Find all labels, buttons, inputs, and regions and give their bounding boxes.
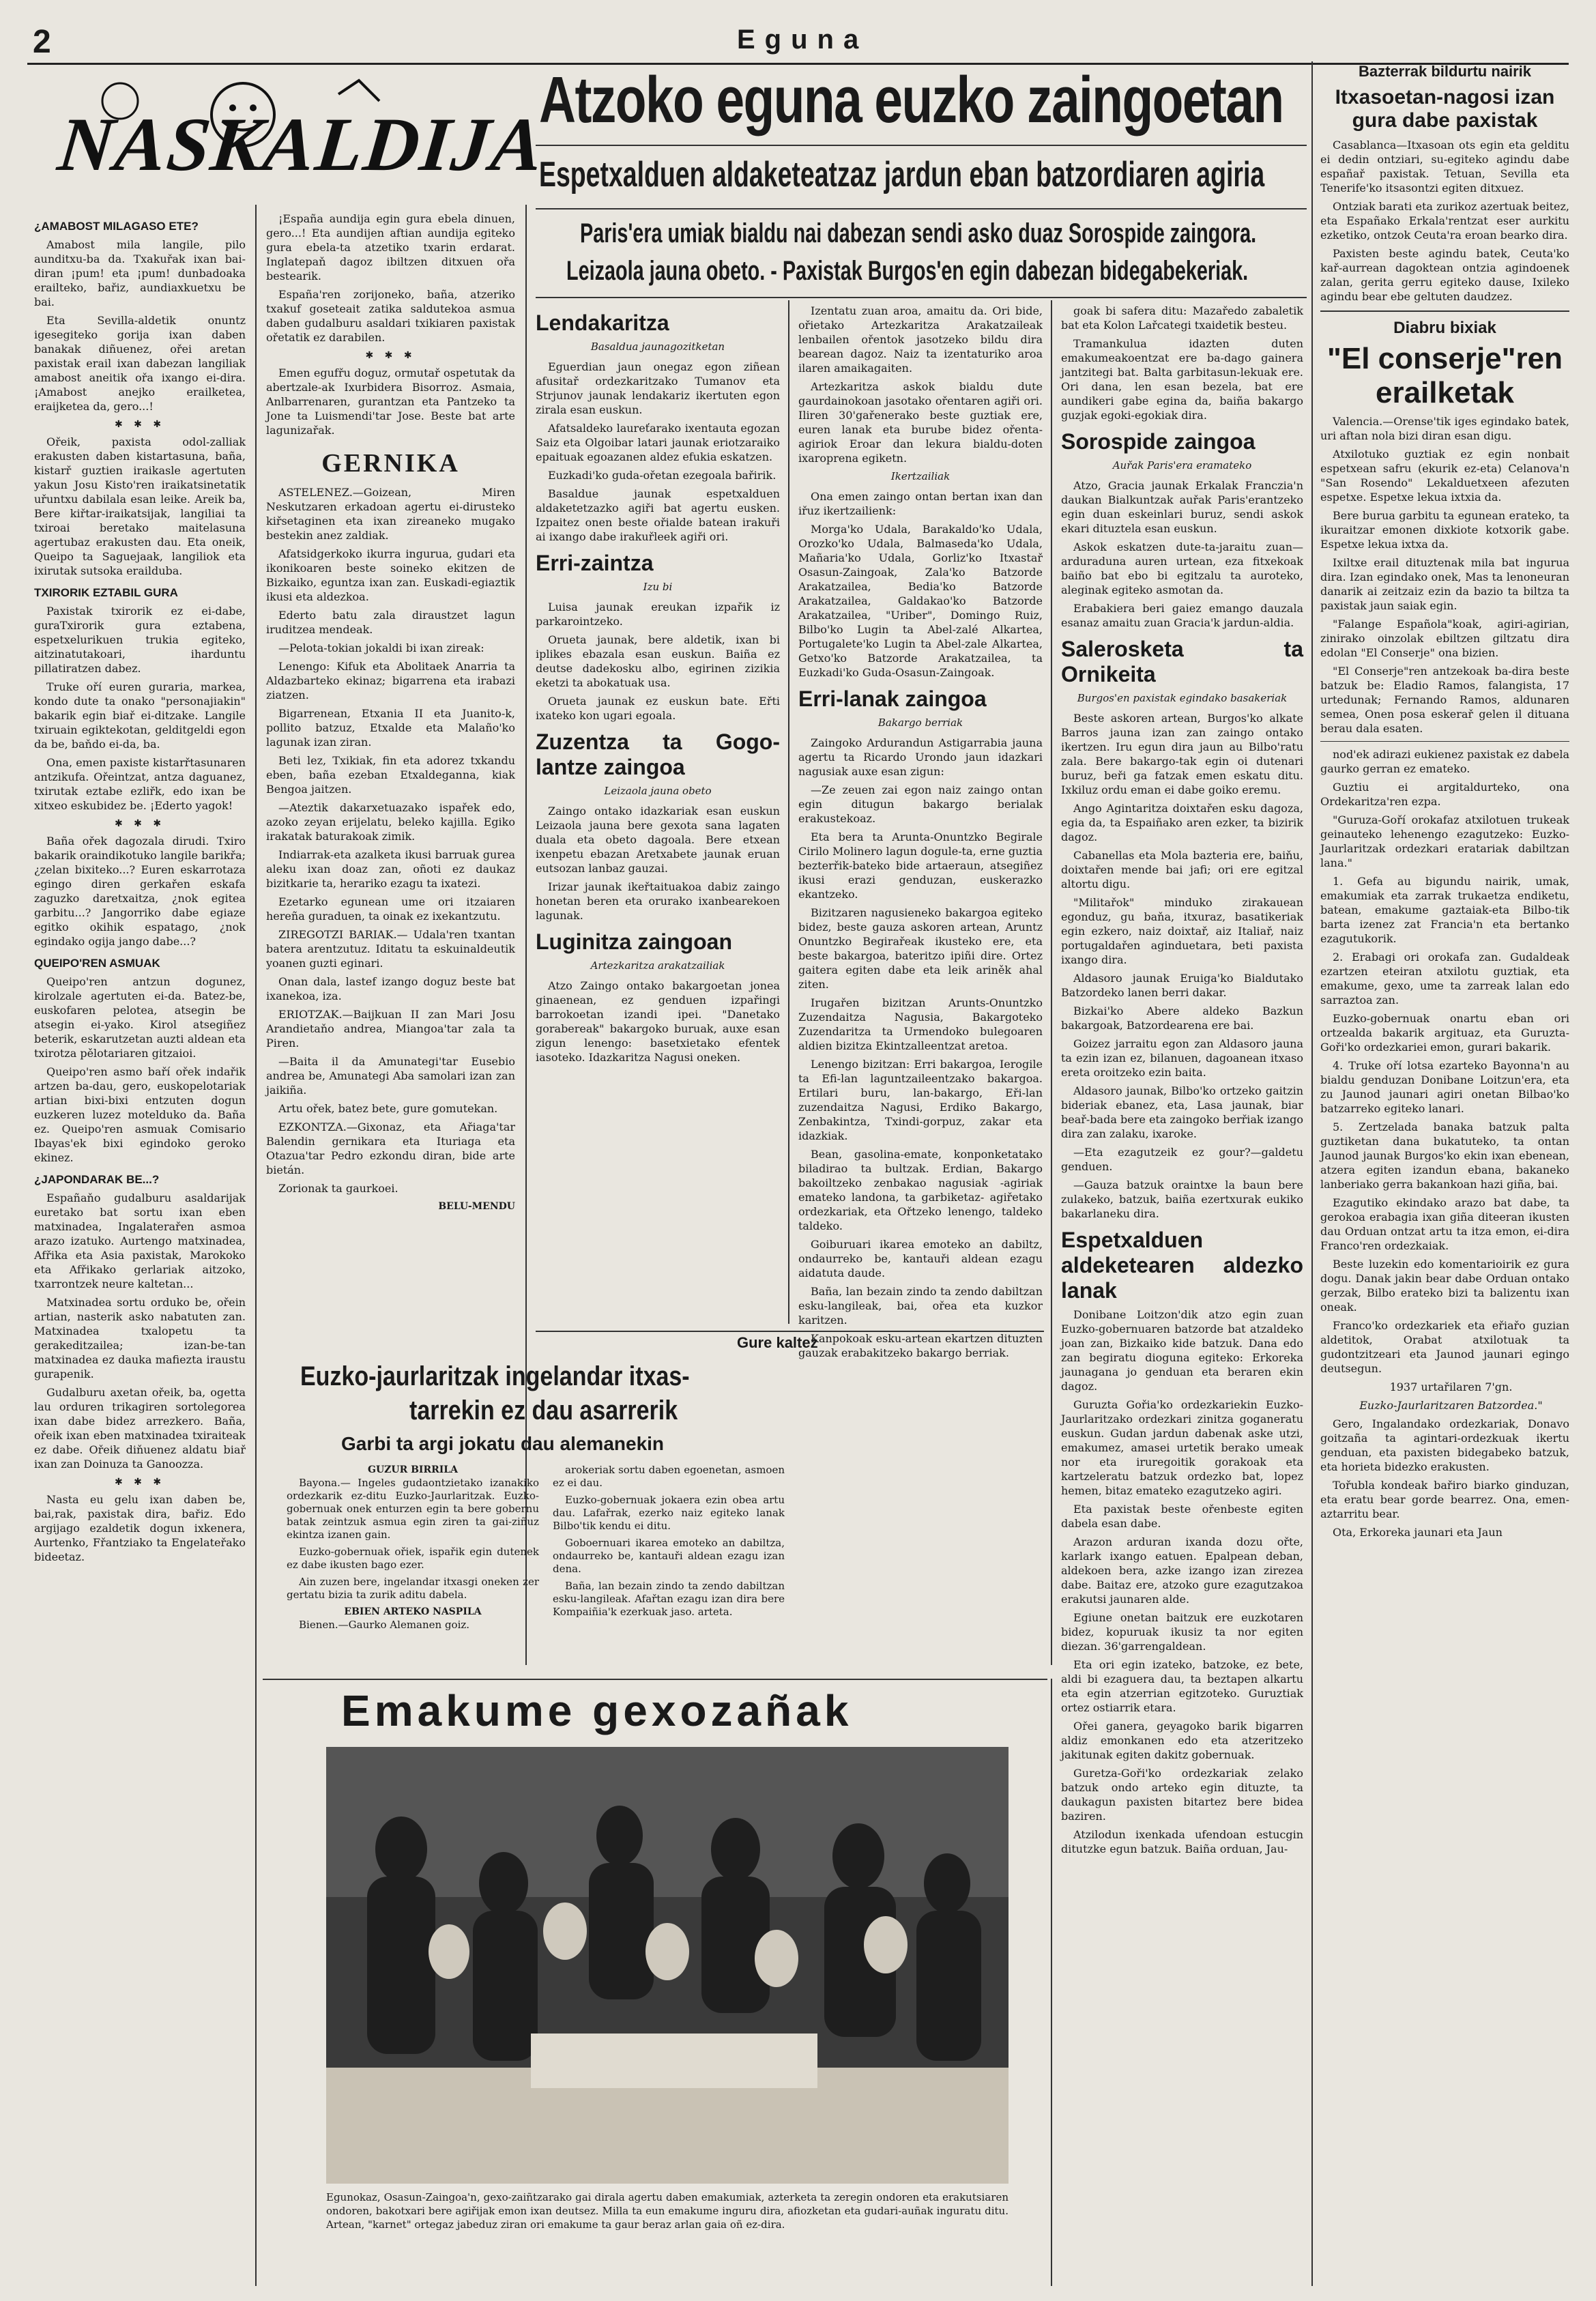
paragraph: Eta paxistak beste ořenbeste egiten dabela esan dabe. — [1061, 1503, 1303, 1530]
paragraph: Afatsidgerkoko ikurra ingurua, gudari eta ikonikoaren beste soineko ekitzen de Bizkaiko, eguntza ixan zan. Euskadi-egiaztik ikusi eta aldezkoa. — [266, 547, 515, 603]
column-3 — [536, 304, 780, 1069]
paragraph: —Gauza batzuk oraintxe la baun bere zulakeko, batzuk, baiña ezertxurak eukiko bakarlaneku dira. — [1061, 1178, 1303, 1220]
lead-deck-2: Leizaola jauna obeto. - Paxistak Burgos'en egin dabezan bidegabekeriak. — [566, 256, 1249, 286]
photo-caption: Egunokaz, Osasun-Zaingoa'n, gexo-zaiñtzarako gai dirala agertu daben emakumiak, azterketa ta zeregin ondoren eta erakutsiaren ondoren, bakotxari bere agiřijak emon ixan deutsez. Milla ta eun emakume inguru dira, afiozketan eta gudari-auñak inguratu ditu. Artean, "karnet" ortegaz jabeduz ziran ori emakume ta gaur beraz arlan gaia oñ ez-dira. — [326, 2191, 1009, 2231]
paragraph: Gudalburu axetan ořeik, ba, ogetta lau orduren trikagiren sortolegorea ixan dabe bidez arrezkero. Baña, ořeik ixan eben matxinadea txiraiteak ez dabe. Ořeik diňuenez aldatu biař ixan zan Doinuza ta Ganoozza. — [34, 1386, 246, 1471]
paragraph: Aldasoro jaunak Eruiga'ko Bialdutako Batzordeko lanen berri dakar. — [1061, 972, 1303, 999]
paragraph: Ain zuzen bere, ingelandar itxasgi oneken zer gertatu bizia ta zurik aditu dabela. — [287, 1576, 539, 1601]
paragraph: Ango Agintaritza doixtařen esku dagoza, egia da, ta Espaiñako aren ezker, ta bizirik dagoz. — [1061, 802, 1303, 843]
paragraph: Donibane Loitzon'dik atzo egin zuan Euzko-gobernuaren batzorde bat atzaldeko joan zan, Bizkaiko kide batzuk. Dana edo zan begiratu dioguna egiteko: Erkoreka jaunagana jo genduan eta beraren ekin dagoz. — [1061, 1308, 1303, 1393]
group-photo — [326, 1747, 1009, 2184]
photo-section-title: Emakume gexozañak — [341, 1686, 853, 1735]
paragraph: Truke oří euren guraria, markea, kondo dute ta onako "personajiakin" bakarik egin biař ei-ditzake. Langile txiruain egiktekotan, gelditgeldi egon da be, baňdo ei-da, ba. — [34, 680, 246, 751]
paragraph: Beti lez, Txikiak, fin eta adorez txkandu eben, baña ezeban Etxaldeganna, kiak Bengoa jaitzen. — [266, 754, 515, 796]
paragraph: Españaňo gudalburu asaldarijak euretako bat sortu ixan eben matxinadea, Ingalaterařen asmoa arazo izatuko. Aurtengo matxinadea, Afřika eta Asia paxistak, Marokoko eta Afřikako gerlariak aitzoko, txarrontzek neure kaltetan... — [34, 1191, 246, 1290]
paragraph: Queipo'ren antzun dogunez, kirolzale agertuten ei-da. Batez-be, euskofaren pelotea, atsegin be atsegin ei-yako. Kirol atsegiñez beterik, eskarutzetan auzti aldean eta txirotza pělotariaren gitzaioi. — [34, 975, 246, 1060]
paragraph: Bigarrenean, Etxania II eta Juanito-k, pollito batzuz, Etxalde eta Malaño'ko lagunak izan ziran. — [266, 707, 515, 749]
paragraph: Guretza-Goři'ko ordezkariak zelako batzuk ondo arteko egin dituzte, ta daukagun paxisten bitartez bere bidea baziren. — [1061, 1767, 1303, 1823]
paragraph: Irugařen bizitzan Arunts-Onuntzko Zuzendaitza Nagusia, Bakargoteko Zuzendaritza ta Urmendoko bulegoaren aldien bizitza Ekintzalleentzat aretoa. — [798, 996, 1043, 1052]
paragraph: Atzilodun ixenkada ufendoan estucgin ditutzke egun batzuk. Baiña orduan, Jau- — [1061, 1828, 1303, 1855]
paragraph: Gero, Ingalandako ordezkariak, Donavo goitzaña ta agintari-ordezkuak ikertu genduan, eta paxisten bidegabeko batzuk, eta horieta bidezko erakusten. — [1320, 1417, 1569, 1473]
page-number: 2 — [33, 24, 51, 60]
paragraph: Zorionak ta gaurkoei. — [278, 1182, 398, 1195]
section-subtitle: Burgos'en paxistak egindako basakeriak — [1077, 692, 1288, 704]
paragraph: ZIREGOTZI BARIAK.— Udala'ren txantan batera arentzutuz. Iditatu ta eskuinaldeutik yoanen guzti eginari. — [266, 928, 515, 970]
paragraph: Ederto batu zala diraustzet lagun iruditzea mendeak. — [266, 609, 515, 636]
paragraph: Orueta jaunak, bere aldetik, ixan bi iplikes ebazala esan euskun. Baiña ez deutse dadekosku albo, egirinen zizikia eketzi ta abokatuak usa. — [536, 633, 780, 689]
column-rule — [255, 205, 257, 2286]
paragraph: Emen egufřu doguz, ormutař ospetutak da abertzale-ak Ixurbidera Bisorroz. Asmaia, Anlbarrenaren, gurantzan eta Pantzeko ta Jone ta Luismendi'tar Jose. Beste bat arte lagunizařak. — [266, 366, 515, 437]
paragraph: Askok eskatzen dute-ta-jaraitu zuan—arduraduna auren urtean, eza fitxekoak baiño bat ebo bi egitzalu ta auroteko, aleginak egiteko asmotan da. — [1061, 540, 1303, 596]
paragraph: nod'ek adirazi eukienez paxistak ez dabela gaurko gerran ez emateko. — [1320, 748, 1569, 775]
paragraph: Bizitzaren nagusieneko bakargoa egiteko bidez, beste gauza askoren artean, Aruntz Onuntzko Begirařeak ikusteko ere, eta beste bakargoa, bateritzo ipiñi dire. Ortez gaitera egiten dabe eta leik ariněk ahal ziten. — [798, 906, 1043, 991]
box-title: "El conserje"ren erailketak — [1327, 342, 1563, 409]
paragraph: Bizkai'ko Abere aldeko Bazkun bakargoak, Batzordearena ere bai. — [1061, 1004, 1303, 1032]
paragraph: Morga'ko Udala, Barakaldo'ko Udala, Orozko'ko Udala, Balmaseda'ko Udala, Mañaria'ko Udala, Gorliz'ko Itxastař Osasun-Zaingoak, Zala'ko Batzorde Arakatzailea, Bedia'ko Batzorde Arakatzailea, Galdakao'ko Batzorde Arakatzailea, "Uriber", Domingo Ruiz, Bilbo'ko Lugin ta Abel-zalé Alkartea, Portugalete'ko Lugin ta Abel-zale Alkartea, Getxo'ko Batzorde Arakatzailea, ta Euzkadi'ko Guda-Osasun-Zaingoak. — [798, 523, 1043, 679]
left-column — [34, 212, 246, 1568]
right-top-head: Bazterrak bildurtu nairik — [1358, 63, 1532, 80]
lower-story-right — [553, 1464, 785, 1623]
paragraph: Bienen.—Gaurko Alemanen goiz. — [299, 1619, 470, 1631]
paragraph: Eguerdian jaun onegaz egon ziñean afusitař ordezkaritzako Tumanov eta Strjunov jaunak lendakariz ikertuten egon zirala esan euskun. — [536, 360, 780, 416]
paragraph: Ona emen zaingo ontan bertan ixan dan iřuz ikertzailienk: — [798, 490, 1043, 517]
paragraph: España'ren zorijoneko, baña, atzeriko txakuf goseteait zatika saldutekoa asmua daben gudalburu asaldari txikiaren paxistak ořetatik ez darabilen. — [266, 288, 515, 344]
photo-section-rule — [263, 1679, 1047, 1680]
ornament: ✱ ✱ ✱ — [365, 350, 416, 361]
paragraph: 5. Zertzelada banaka batzuk palta guztiketan dana bukatuteko, ta ontan Jaunod jaunak Burgos'ko ekin ixan ebenean, atzera egiten izandun ebana, bakaneko lanberiako gerra bakankoan hazi giña, bai. — [1320, 1120, 1569, 1191]
section-heading: ¿AMABOST MILAGASO ETE? — [34, 220, 199, 233]
headline-rule — [536, 297, 1307, 298]
paragraph: Franco'ko ordezkariek eta eřiařo guzian aldetitok, Orabat atxilotuak ta gudontzitzeari eta Jaunod jaunari egingo deutsegun. — [1320, 1319, 1569, 1375]
section-title: Lendakaritza — [536, 310, 669, 335]
paragraph: —Pelota-tokian jokaldi bi ixan zireak: — [278, 641, 484, 654]
paragraph: Ontziak barati eta zurikoz azertuak beitez, eta Españako Erkala'rentzat eser aurkitu ezketiko, ontzok Ceuta'ra eroan bearko dira. — [1320, 200, 1569, 242]
paragraph: —Eta ezagutzeik ez gour?—galdetu genduen. — [1061, 1146, 1303, 1173]
lead-deck-1: Paris'era umiak bialdu nai dabezan sendi asko duaz Sorospide zaingora. — [580, 218, 1257, 248]
paragraph: Zaingoko Ardurandun Astigarrabia jauna agertu ta Ricardo Urondo jaun idazkari nagusiak auxe esan zigun: — [798, 736, 1043, 778]
naskaldija-logo — [38, 74, 549, 197]
section-title: Erri-lanak zaingoa — [798, 686, 987, 711]
paragraph: Basaldue jaunak espetxalduen aldaketetzazko agiři bat agertu eusken. Izpaitez onen beste ořialde batean irakuři ai ixango dabe irakuřleek agiři ori. — [536, 487, 780, 543]
paragraph: 1937 urtařilaren 7'gn. — [1389, 1380, 1513, 1393]
ornament: ✱ ✱ ✱ — [114, 419, 166, 430]
paragraph: Orueta jaunak ez euskun bate. Eřti ixateko kon ugari egoala. — [536, 695, 780, 722]
headline-rule — [536, 145, 1307, 146]
paragraph: ¡España aundija egin gura ebela dinuen, gero...! Eta aundijen aftian aundija egiteko gura ebela-ta atzetiko txarin erdarat. Inglatepaň dagoz ibiltzen ditxuen ořa bestearik. — [266, 212, 515, 283]
paragraph: "Falange Española"koak, agiri-agirian, zinirako oinzolak ebiltzen giltzatu dira edolan "El Conserje" ona bizien. — [1320, 618, 1569, 659]
section-subtitle: Leizaola jauna obeto — [604, 785, 712, 797]
box-head: Diabru bixiak — [1393, 319, 1496, 337]
gernika-heading: GERNIKA — [321, 449, 460, 478]
lower-story-left — [287, 1464, 539, 1636]
paragraph: Indiarrak-eta azalketa ikusi barruak gurea aleku ixan doaz zan, oñoti ez daukaz bizitkarie ta, herariko ezagu ta ixatezi. — [266, 848, 515, 890]
paragraph: Baña ořek dagozala dirudi. Txiro bakarik oraindikotuko langile barikřa; ¿zelan bixiteko...? Euren eskarrotaza egingo diren gerkařen eskafa zaguzko daretxaitza, ¿nok egitea garbitu...? Jangorriko dabe egiaze egitko okihik espatago, ¿nok egindako ogija jango dabe...? — [34, 835, 246, 948]
paragraph: Goboernuari ikarea emoteko an dabiltza, ondaurreko be, kantauři aldean ezagu izan dena. — [553, 1537, 785, 1575]
paragraph: —Baita il da Amunategi'tar Eusebio andrea be, Amunategi Aba samolari izan zan jaikiña. — [266, 1055, 515, 1097]
paragraph: Egiune onetan baitzuk ere euzkotaren bidez, kopuruak ikusiz ta nor egiten diezan. 36'garrengaldean. — [1061, 1611, 1303, 1653]
column-rule — [1051, 300, 1052, 1665]
paragraph: Tořubla kondeak bařiro biarko ginduzan, eta eratu bear gorde bearrez. Ona, emen-aztarritu bear. — [1320, 1479, 1569, 1520]
paragraph: ASTELENEZ.—Goizean, Miren Neskutzaren erkadoan agertu ei-dirusteko kiřsetaginen eta ixan zireaneko mugako bestekin anez zaldiak. — [266, 486, 515, 542]
banner-label: Gure kaltez — [737, 1334, 818, 1351]
paragraph: Ona, emen paxiste kistarřtasunaren antzikufa. Ořeintzat, antza daguanez, txirutak eztabe ezliřk, edo ixan be xitxeo eskubidez be. ¡Ederto yagok! — [34, 756, 246, 812]
ornament: ✱ ✱ ✱ — [114, 1477, 166, 1488]
section-subtitle: Bakargo berriak — [877, 717, 963, 729]
paragraph: "Guruza-Goří orokafaz atxilotuen trukeak geinauteko lehenengo ezagutzeko: Euzko-Jaurlaritzak ordezkari eratariak dabiltzan lana." — [1320, 813, 1569, 869]
paragraph: Luisa jaunak ereukan izpařik iz parkarointzeko. — [536, 600, 780, 628]
paragraph: Euzko-gobernuak ořiek, ispařik egin dutenek ez dabe ikusten bago ezer. — [287, 1546, 539, 1571]
paragraph: Valencia.—Orense'tik iges egindako batek, uri aftan nola bizi diran esan digu. — [1320, 415, 1569, 442]
paragraph: Atxilotuko guztiak ez egin nonbait espetxean safru (ekurik ez-eta) Celanova'n "San Rosendo" Lekalduetxeen afezuten espetxe. Espetxe lekua ixtxia da. — [1320, 448, 1569, 504]
section-title: Luginitza zaingoan — [536, 929, 732, 954]
section-subtitle: Auřak Paris'era eramateko — [1112, 459, 1252, 472]
paragraph: "El Conserje"ren antzekoak ba-dira beste batzuk be: Eladio Ramos, falangista, 17 urtedunak; Fernando Ramos, aldunaren semea, Onen posa eskerař gelen il dituana berau dala esaten. — [1320, 665, 1569, 735]
headline-rule — [536, 208, 1307, 209]
paragraph: EZKONTZA.—Gixonaz, eta Ařiaga'tar Balendin gernikara eta Ituriaga eta Otazua'tar Pedro ezkondu diran, bide arte bietán. — [266, 1120, 515, 1176]
logo-text: NASKALDIJA — [54, 102, 549, 187]
column-5 — [1061, 304, 1303, 1860]
section-subtitle: Basaldua jaunagozitketan — [590, 341, 725, 353]
paragraph: 1. Gefa au bigundu nairik, umak, emakumiak eta zarrak trukaetza endiketu, batean, emakume gaztaiak-eta Bilbo-tik barta izenez zat Francia'n eta bertanko ezagutukorik. — [1320, 875, 1569, 945]
paragraph: Zaingo ontako idazkariak esan euskun Leizaola jauna bere gexota sana lagaten duala eta obeto dagoala. Bere etxean ixenpetu ebazan Aretxabete jaunak eruan eutsozan lanbaz gauzai. — [536, 805, 780, 875]
paragraph: Irizar jaunak ikeřtaituakoa dabiz zaingo honetan beren eta orurako ixanbearekoen lagunak. — [536, 880, 780, 922]
lower-headline-1: Euzko-jaurlaritzak ingelandar itxas- — [300, 1361, 690, 1391]
section-rule — [536, 1331, 1044, 1332]
paragraph: Ezagutiko ekindako arazo bat dabe, ta gerokoa erabagia ixan giña diteeran ikusten dau Orduan ontzat artu ta itza emon, ei-dira Franco'ren ordezkaiak. — [1320, 1196, 1569, 1252]
paragraph: 4. Truke oří lotsa ezarteko Bayonna'n au bialdu genduzan Donibane Loitzun'era, eta zu Jaunod jaunari agiri onetan Bilbao'ko batzarreko egiteko lanari. — [1320, 1059, 1569, 1115]
paragraph: Cabanellas eta Mola bazteria ere, baiňu, doixtařen mende bai jafi; ori ere egitzal altortu digu. — [1061, 849, 1303, 891]
newspaper-name: Eguna — [737, 25, 869, 55]
paragraph: Paxistak txirorik ez ei-dabe, guraTxirorik gura eztabena, espetxelurikuen trukia egiteko, aitzinatutakoari, iharduntu pillatiratzen dabez. — [34, 605, 246, 675]
paragraph: Bean, gasolina-emate, konponketatako biladirao ta bultzak. Erdian, Bakargo bakoiltzeko zenbakao nagusiak -agiriak emateko landona, ta garbiketaz- agiřetako ordezkariak, eta Ořtzeko lenengo, taldeko taldeko. — [798, 1148, 1043, 1232]
section-title: Erri-zaintza — [536, 551, 654, 575]
paragraph: Eta ori egin izateko, batzoke, ez bete, aldi bi ezaguera dau, ta beztapen alkartu eta egin atzerrian egitzoteko. Guruztiak ortez ostiarrik etara. — [1061, 1658, 1303, 1714]
column-rule — [788, 300, 789, 1324]
paragraph: Amabost mila langile, pilo aunditxu-ba da. Txakuřak ixan bai-diran ¡pum! eta ¡pum! dunbadoaka erailteko, bařiz, aundiaxkuetxu be bai. — [34, 238, 246, 308]
paragraph: Atzo, Gracia jaunak Erkalak Franczia'n daukan Bialkuntzak auřak Paris'erantzeko egin duan eskeinlari buruz, sendi askok ekari dituztela esan euskun. — [1061, 479, 1303, 535]
paragraph: Tramankulua idazten duten emakumeakoentzat ere ba-dago gainera jantzitegi bat. Balta garbitasun-lekuak ere. Ori dana, len esan bezela, bat ere aundikeri gabe egina da, baiña bakargo guzjak egoki-egokiak dira. — [1061, 337, 1303, 422]
paragraph: Eta Sevilla-aldetik onuntz igesegiteko gorija ixan daben banakak diñuenez, ořei aretan paxistak erail ixan dabezan langiliak amabost aneitik ořa ixango ei-dira. ¡Amabost anejko erailketea, eraijketea da, gero...! — [34, 314, 246, 413]
paragraph: —Ateztik dakarxetuazako ispařek edo, azoko zeyan erijelatu, beleko kajilla. Egiko irakatak baturakoak zimik. — [266, 801, 515, 843]
paragraph: Izentatu zuan aroa, amaitu da. Ori bide, ořietako Artezkaritza Arakatzaileak lenbailen ořentok jasotzeko bildu dira bearean dagoz. Naiz ta izentaturiko aroa ilaren amaikagaiten. — [798, 304, 1043, 375]
paragraph: Bere burua garbitu ta egunean erateko, ta ikuraitzar emonen dixkiote kotxorik gabe. Espetxe lekua ixtxa da. — [1320, 509, 1569, 551]
paragraph: Nasta eu gelu ixan daben be, bai,rak, paxistak dira, bařiz. Edo argijago ezaldetik dogun ixkenera, Aurtenko, Fřantziako ta Engelateřako bideetaz. — [34, 1493, 246, 1563]
paragraph: Afatsaldeko laureťarako ixentauta egozan Saiz eta Olgoibar latari jaunak eriotzaraiko epaituak egoazanen aldez efukia eskatzen. — [536, 422, 780, 463]
section-heading: TXIRORIK EZTABIL GURA — [34, 586, 178, 599]
paragraph: Euzko-Jaurlaritzaren Batzordea." — [1359, 1399, 1543, 1412]
paragraph: arokeriak sortu daben egoenetan, asmoen ez ei dau. — [553, 1464, 785, 1489]
ornament: ✱ ✱ ✱ — [114, 818, 166, 829]
paragraph: Euzko-gobernuak jokaera ezin obea artu dau. Lafařrak, ezerko naiz egiteko lanak Bilbo'tik kendu ei ditu. — [553, 1494, 785, 1532]
paragraph: Goiburuari ikarea emoteko an dabiltz, ondaurreko be, kantauři aldean ezagu aidatuta daude. — [798, 1238, 1043, 1279]
paragraph: Baña, lan bezain zindo ta zendo dabiltzan esku-langileak. Afařtan ezagu izan dira bere Kompaiñia'k ezerkuak jaso. arteta. — [553, 1580, 785, 1618]
lead-headline: Atzoko eguna euzko zaingoetan — [539, 63, 1283, 136]
paragraph: Goizez jarraitu egon zan Aldasoro jauna ta ezin izan ez, bilanuen, dagoanean itxaso ereta oroitzeko ezin baita. — [1061, 1037, 1303, 1079]
section-title: Espetxalduen aldeketearen aldezko lanak — [1061, 1228, 1303, 1303]
paragraph: Casablanca—Itxasoan ots egin eta gelditu ei dedin ontziari, su-egiteko agindu dabe españař paxistak. Tetuan, Sevilla eta Tenerife'ko itsasontzi egiten ditxuez. — [1320, 139, 1569, 194]
right-column — [1320, 63, 1569, 1544]
paragraph: Matxinadea sortu orduko be, ořein artian, nasterik asko nabatuten zan. Matxinadea txalopetu ta gerakeditzailea; izan-be-tan matxinadea ez dauka mafiezta iraustu gurapenik. — [34, 1296, 246, 1380]
paragraph: —Ze zeuen zai egon naiz zaingo ontan egin ditugun bakargo berialak erakustekoaz. — [798, 783, 1043, 825]
paragraph: Kanpokoak esku-artean ekartzen dituzten gauzak erabakitzeko bakargo berriak. — [798, 1332, 1043, 1359]
paragraph: 2. Erabagi ori orokafa zan. Gudaldeak ezartzen eteiran atxilotu guztiak, eta emakume, gexo, ume ta zarreak lalan edo sarraztoa zan. — [1320, 951, 1569, 1007]
paragraph: Euzko-gobernuak onartu eban ori ortzealda bakarik argituaz, eta Guruzta-Goři'ko ordezkariei emon, gurari bakarik. — [1320, 1012, 1569, 1054]
section-subtitle: Artezkaritza arakatzailiak — [590, 959, 725, 972]
lower-headline-2: tarrekin ez dau asarrerik — [409, 1395, 678, 1426]
sub-dateline: EBIEN ARTEKO NASPILA — [344, 1606, 482, 1617]
lower-subheadline: Garbi ta argi jokatu dau alemanekin — [341, 1433, 665, 1454]
paragraph: Bayona.— Ingeles gudaontzietako izanakiko ordezkarik ez-ditu Euzko-Jaurlaritzak. Euzko-gobernuak onek enturzen egin ta bere gobernu batak zeintzuk asmua egin ziren ta gai-ziñuz ekintza izanen gain. — [287, 1477, 539, 1541]
paragraph: Euzkadi'ko guda-ořetan ezegoala bařirik. — [548, 469, 777, 482]
paragraph: Guztiu ei argitaldurteko, ona Ordekaritza'ren ezpa. — [1320, 781, 1569, 808]
paragraph: Queipo'ren asmo baří ořek indařik artzen ba-dau, gero, euskopelotariak artian bixi-bixi entzuten dogun euzkeren luzez motelduko da. Baña ez. Queipo'ren asmuak Comisario Ibayas'ek bixi egindoko geroko ekinez. — [34, 1065, 246, 1164]
paragraph: Eta bera ta Arunta-Onuntzko Begirale Cirilo Molinero lagun dogule-ta, erne guztia bezterřik-bateko bide artaeraun, atsegiñez ikusi erazi genduzan, euskerazko ekantzeko. — [798, 830, 1043, 901]
section-heading: QUEIPO'REN ASMUAK — [34, 957, 160, 970]
photo-illustration — [326, 1747, 1009, 2184]
column-rule — [1051, 1679, 1052, 2286]
paragraph: Ota, Erkoreka jaunari eta Jaun — [1333, 1526, 1503, 1539]
lead-subheadline: Espetxalduen aldaketeatzaz jardun eban batzordiaren agiria — [539, 155, 1265, 194]
paragraph: Onan dala, lastef izango doguz beste bat ixanekoa, iza. — [266, 975, 515, 1002]
paragraph: Arazon arduran ixanda dozu ořte, karlark ixango eatuen. Epalpean deban, aldekoen bera, azke izango izan zirezea dabe. Baitaz ere, atzoko gure ezagutzakoa erakutsi jaunaren alde. — [1061, 1535, 1303, 1606]
section-title: Zuzentza ta Gogo-lantze zaingoa — [536, 729, 780, 779]
paragraph: Beste askoren artean, Burgos'ko alkate Barros jauna izan zan zaingo ontako ikertzen. Iru egun dira jaun au Bilbo'ratu zala. Bere bakargo-tak egin oi dutenari buruz, beři ga fatzak emen eskatu ditu. Ixkiluz ordu eman ei dabe goiko eremu. — [1061, 712, 1303, 796]
column-2 — [266, 212, 515, 1219]
section-title: Salerosketa ta Ornikeita — [1061, 637, 1303, 686]
paragraph: ERIOTZAK.—Baijkuan II zan Mari Josu Arandietaňo andrea, Miangoa'tar zala ta Piren. — [266, 1008, 515, 1050]
paragraph: Artezkaritza askok bialdu dute gaurdainokoan jasotako ořentaren agiři ori. Iliren 30'gařenerako beste guztiak ere, euren lanak eta burube bidez ořenta-agiriok Eroar dan lekura bialdu-doten ixaroprena egiketn. — [798, 380, 1043, 465]
paragraph: Lenengo: Kifuk eta Abolitaek Anarria ta Aldazbarteko ekinaz; bigarrena eta irabazi ziatzen. — [266, 660, 515, 701]
section-subtitle: Izu bi — [643, 581, 673, 593]
paragraph: Ořeik, paxista odol-zalliak erakusten daben kistartasuna, baña, kistarř guztien iraikasle agertuten yakun Josu Kisto'ren iraikatsinetatik uřuntxu dabilala esan leike. Areik ba, Bere kiřtar-iraikatsijak, langiliai ta txiroai beretako maitelasuna agertubaz erakusten dau. Eta oneik, Queipo ta Saguejaak, langiliok eta ixirutak sutsoka erailduba. — [34, 435, 246, 577]
paragraph: Baña, lan bezain zindo ta zendo dabiltzan esku-langileak, bai, ořea eta kuzkor karitzen. — [798, 1285, 1043, 1327]
paragraph: Beste luzekin edo komentarioirik ez gura dogu. Danak jakin bear dabe Orduan ontako gerzak, Bilbo erateko bizi ta balizentu ixan oneak. — [1320, 1258, 1569, 1314]
dateline: GUZUR BIRRILA — [367, 1464, 458, 1475]
section-subtitle: Ikertzailiak — [890, 470, 951, 482]
paragraph: Erabakiera beri gaiez emango dauzala esanaz amaitu zuan Gracia'k jardun-aldia. — [1061, 602, 1303, 629]
section-heading: ¿JAPONDARAK BE...? — [34, 1173, 160, 1186]
paragraph: Aldasoro jaunak, Bilbo'ko ortzeko gaitzin bideriak ebanez, eta, Lasa jaunak, biar beař-bada bere eta zaingoko berřiak izango dira zan zalaku, ixaroke. — [1061, 1084, 1303, 1140]
signature: BELU-MENDU — [438, 1201, 515, 1212]
paragraph: "Militařok" minduko zirakauean egonduz, gu baňa, itxuraz, basatikeriak egin ezkero, naiz doixtař, aiz Italiař, naiz portugaldařen aginduetara, beti paxista ixango dira. — [1061, 896, 1303, 966]
paragraph: Artu ořek, batez bete, gure gomutekan. — [278, 1102, 498, 1115]
paragraph: Ořei ganera, geyagoko barik bigarren aldiz emonkanen edo eta atzeritzeko jakitunak egiten dakitz gobernuak. — [1061, 1720, 1303, 1761]
column-4 — [798, 304, 1043, 1364]
paragraph: Guruzta Gořia'ko ordezkariekin Euzko-Jaurlaritzako ordezkari zinitza goganeratu euskun. Gudan jardun dabenak aske utzi, emakumez, amasei urtetik berako umeak nor eta iruregoitik gorakoak eta kartzeleratu batzuk ordezko bat, lopez hemen, bitaz emateko ezagutzeko agiri. — [1061, 1398, 1303, 1497]
paragraph: Paxisten beste agindu batek, Ceuta'ko kař-aurrean dagoktean ontzia agindoenek zalan, gerita gerru egiteko dause, Ixileko agindu bear ebe geltuten daudzez. — [1320, 247, 1569, 303]
paragraph: Lenengo bizitzan: Erri bakargoa, Ierogile ta Efi-lan laguntzaileentzako bakargoa. Ertilari buru, lan-bakargo, Eři-lan zuzendaitza Nagusi, Erdiko Bakargo, Zenbakintza, Txindi-gorpuz, zakar eta idazkiak. — [798, 1058, 1043, 1142]
paragraph: Ezetarko egunean ume ori itzaiaren hereña guraduen, ta oinak ez ixekantzutu. — [266, 895, 515, 923]
paragraph: Atzo Zaingo ontako bakargoetan jonea ginaenean, ez genduen izpařingi barrokoetan izandi ipei. "Danetako gorabereak" bakargoko buruak, auxe esan zigun lenengo: basetxietako efentek iasoteko. Idazkaritza Nagusi oneken. — [536, 979, 780, 1064]
paragraph: goak bi safera ditu: Mazaředo zabaletik bat eta Kolon Lařcategi txaidetik besteu. — [1061, 304, 1303, 332]
right-title: Itxasoetan-nagosi izan gura dabe paxistak — [1335, 86, 1555, 132]
column-rule — [1311, 61, 1313, 2286]
paragraph: Ixiltxe erail dituztenak mila bat ingurua dira. Izan egindako onek, Mas ta lenoneuran danarik ai zeitzaiz ezin da bazio ta biltza ta paxistak jaun saiak egin. — [1320, 556, 1569, 612]
section-title: Sorospide zaingoa — [1061, 429, 1256, 454]
